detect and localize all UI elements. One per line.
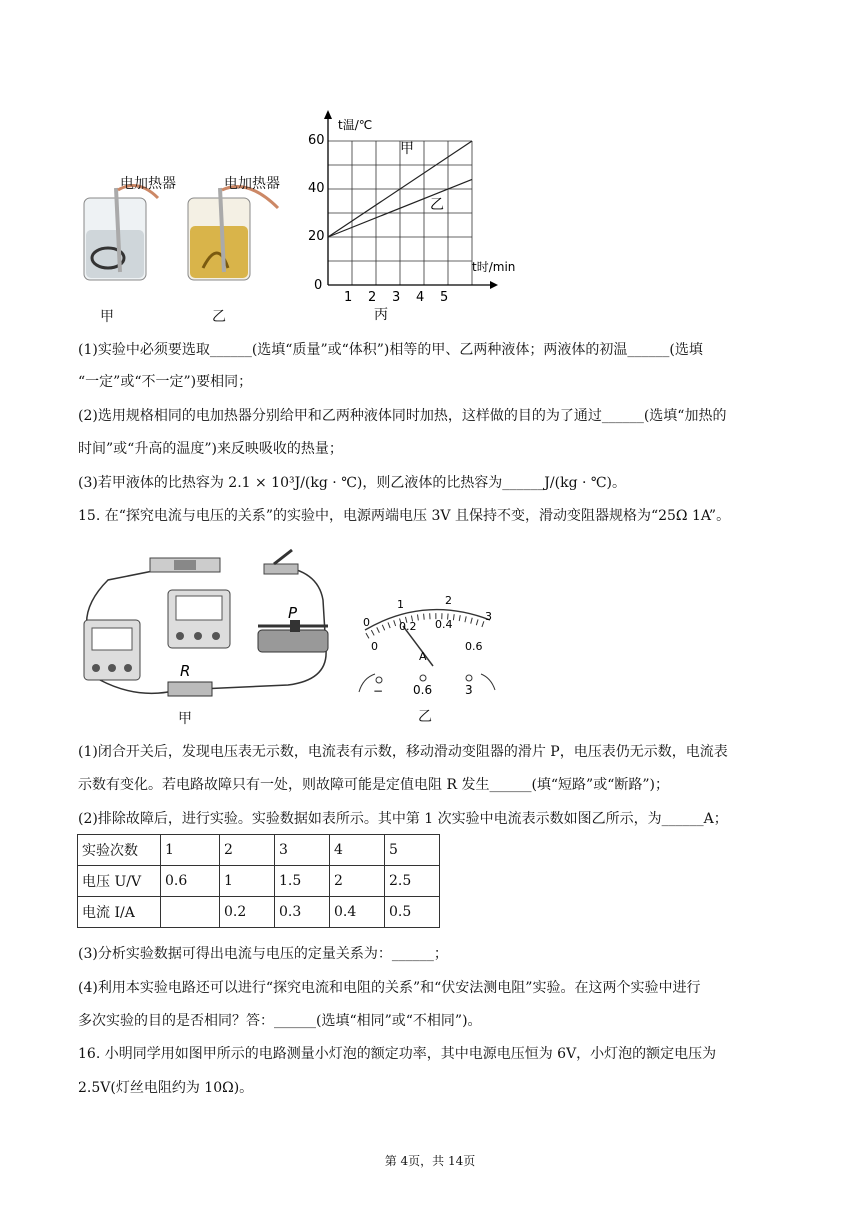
- table-cell: 4: [330, 835, 385, 866]
- graph-grid: [328, 141, 472, 285]
- graph-xtick-3: 3: [392, 290, 401, 305]
- table-cell: 实验次数: [78, 835, 161, 866]
- q14-line-2: “一定”或“不一定”)要相同；: [78, 374, 253, 390]
- switch-icon: [264, 550, 298, 574]
- q14-line-4: 时间”或“升高的温度”)来反映吸收的热量；: [78, 441, 343, 457]
- terminal-06: 0.6: [413, 683, 433, 697]
- resistor-icon: [168, 682, 212, 696]
- table-cell: 0.3: [275, 897, 330, 928]
- graph-ytick-40: 40: [308, 181, 325, 196]
- terminal-3: 3: [465, 683, 473, 697]
- experiment-table: [77, 834, 440, 928]
- table-cell: 0.2: [220, 897, 275, 928]
- table-cell: 1.5: [275, 866, 330, 897]
- table-cell: 电流 I/A: [78, 897, 161, 928]
- rheostat-icon: [258, 620, 328, 652]
- graph-xtick-5: 5: [440, 290, 449, 305]
- ammeter-dial: [345, 590, 505, 700]
- q15-line-6: 多次实验的目的是否相同？答：______(选填“相同”或“不相同”)。: [78, 1013, 482, 1029]
- heater-label-2: 电加热器: [224, 176, 280, 192]
- circuit-figure-label: 甲: [178, 711, 192, 727]
- table-cell: 2.5: [385, 866, 440, 897]
- table-row: [78, 897, 440, 928]
- table-cell: 0.5: [385, 897, 440, 928]
- table-cell: 0.4: [330, 897, 385, 928]
- dial-top-0: 0: [363, 616, 370, 629]
- graph-figure-label: 丙: [374, 307, 388, 323]
- table-cell: 2: [330, 866, 385, 897]
- dial-figure-label: 乙: [418, 709, 432, 725]
- table-cell: 0.6: [161, 866, 220, 897]
- dial-unit: A: [419, 650, 427, 663]
- table-cell: 2: [220, 835, 275, 866]
- terminal-minus: −: [373, 684, 384, 698]
- graph-ytick-20: 20: [308, 229, 325, 244]
- graph-ytick-0: 0: [314, 278, 323, 293]
- table-row: [78, 866, 440, 897]
- heater-label-1: 电加热器: [120, 176, 176, 192]
- graph-xtick-2: 2: [368, 290, 377, 305]
- q15-line-2: 示数有变化。若电路故障只有一处，则故障可能是定值电阻 R 发生______(填“短路”或“断路”)；: [78, 777, 669, 793]
- dial-bottom-02: 0.2: [399, 620, 417, 633]
- graph-xtick-4: 4: [416, 290, 425, 305]
- voltmeter-icon: [168, 590, 230, 648]
- table-cell: 3: [275, 835, 330, 866]
- q14-line-3: (2)选用规格相同的电加热器分别给甲和乙两种液体同时加热，这样做的目的为了通过______(选填“加热的: [78, 408, 727, 424]
- dial-top-1: 1: [397, 598, 404, 611]
- graph-ylabel: t温/℃: [338, 118, 373, 132]
- graph-series-label-jia: 甲: [400, 141, 414, 157]
- q15-line-5: (4)利用本实验电路还可以进行“探究电流和电阻的关系”和“伏安法测电阻”实验。在这两个实验中进行: [78, 980, 701, 996]
- dial-bottom-04: 0.4: [435, 618, 453, 631]
- dial-bottom-0: 0: [371, 640, 378, 653]
- beaker-label-jia: 甲: [100, 309, 114, 325]
- table-cell: 1: [161, 835, 220, 866]
- q15-stem: 15. 在“探究电流与电压的关系”的实验中，电源两端电压 3V 且保持不变，滑动变阻器规格为“25Ω 1A”。: [78, 508, 731, 524]
- q16-line-2: 2.5V(灯丝电阻约为 10Ω)。: [78, 1080, 254, 1096]
- circuit-diagram: [78, 540, 348, 710]
- table-cell: 1: [220, 866, 275, 897]
- table-cell: [161, 897, 220, 928]
- dial-top-2: 2: [445, 594, 452, 607]
- ammeter-icon: [84, 620, 140, 680]
- table-row: [78, 835, 440, 866]
- beaker-label-yi: 乙: [212, 309, 226, 325]
- q15-line-1: (1)闭合开关后，发现电压表无示数，电流表有示数，移动滑动变阻器的滑片 P，电压表仍无示数，电流表: [78, 744, 728, 760]
- q14-line-5: (3)若甲液体的比热容为 2.1 × 10³J/(kg · ℃)，则乙液体的比热容为______J/(kg · ℃)。: [78, 475, 627, 491]
- rheostat-p-label: P: [288, 604, 298, 622]
- table-cell: 电压 U/V: [78, 866, 161, 897]
- q16-line-1: 16. 小明同学用如图甲所示的电路测量小灯泡的额定功率，其中电源电压恒为 6V，小灯泡的额定电压为: [78, 1046, 717, 1062]
- page-footer: 第 4页，共 14页: [384, 1154, 476, 1168]
- dial-bottom-06: 0.6: [465, 640, 483, 653]
- q15-line-3: (2)排除故障后，进行实验。实验数据如表所示。其中第 1 次实验中电流表示数如图乙所示，为______A；: [78, 811, 728, 827]
- resistor-r-label: R: [180, 662, 191, 680]
- graph-xlabel: t时/min: [472, 260, 516, 274]
- graph-ytick-60: 60: [308, 133, 325, 148]
- graph-series-label-yi: 乙: [430, 197, 444, 213]
- graph-xtick-1: 1: [344, 290, 353, 305]
- dial-top-3: 3: [485, 610, 492, 623]
- battery-icon: [150, 558, 220, 572]
- q15-line-4: (3)分析实验数据可得出电流与电压的定量关系为：______；: [78, 946, 448, 962]
- q14-line-1: (1)实验中必须要选取______(选填“质量”或“体积”)相等的甲、乙两种液体；两液体的初温______(选填: [78, 342, 703, 358]
- table-cell: 5: [385, 835, 440, 866]
- temperature-time-graph: [300, 105, 540, 325]
